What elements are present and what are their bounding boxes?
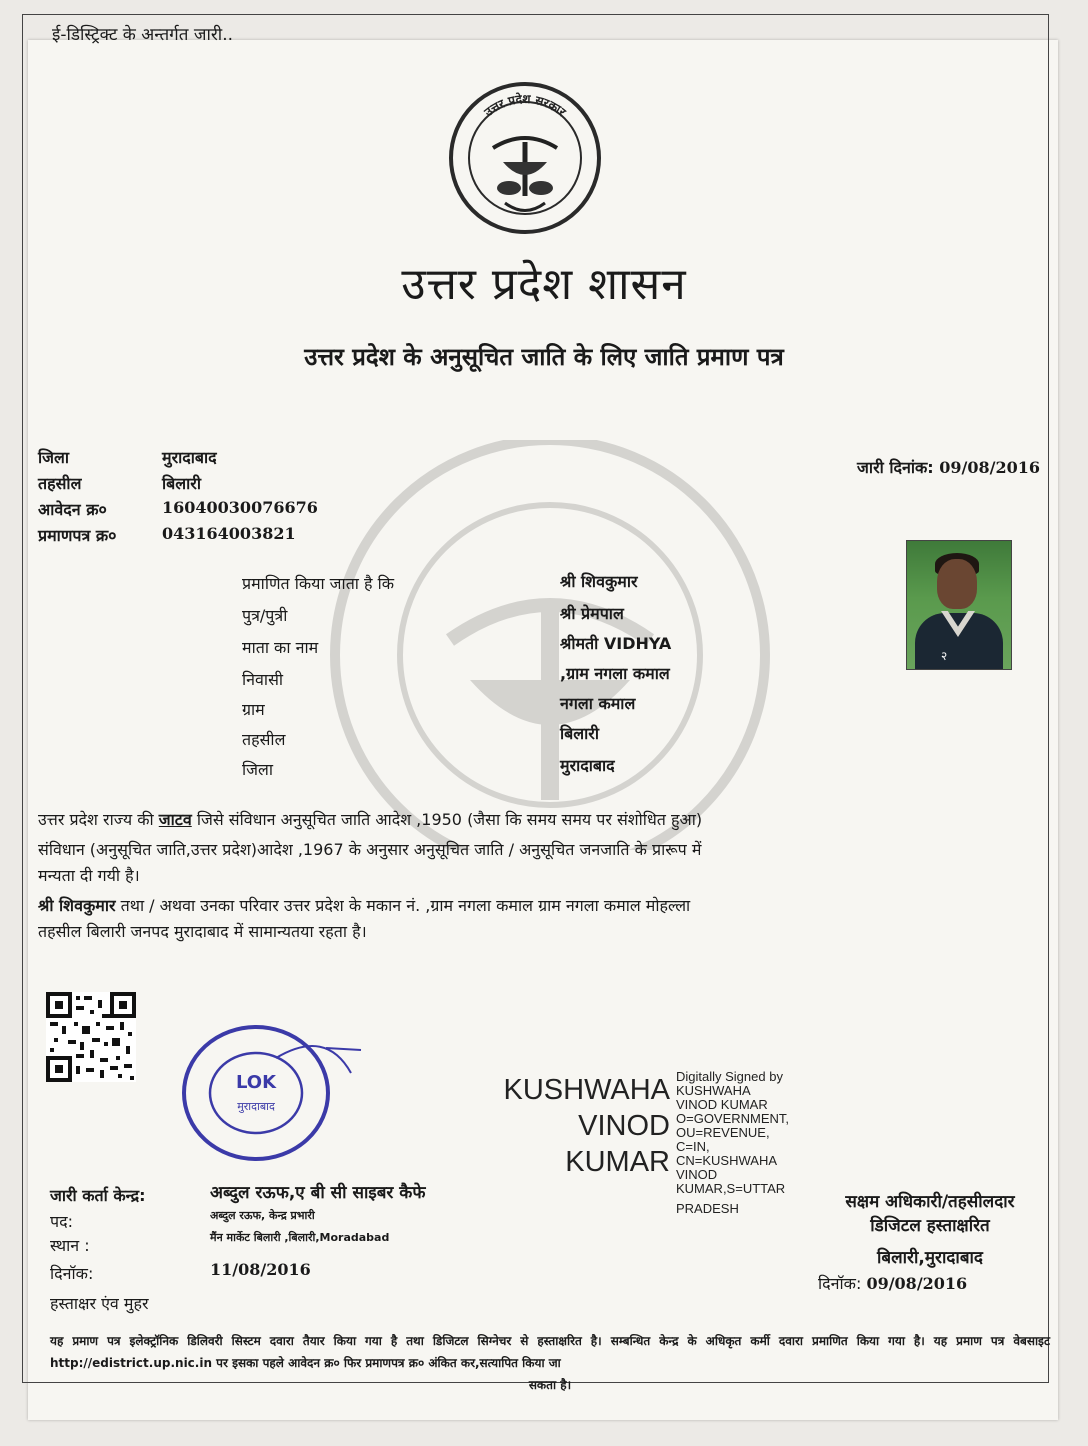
officer-signed: डिजिटल हस्ताक्षरित	[870, 1216, 990, 1236]
officer-date	[818, 1272, 967, 1294]
detail-label: तहसील	[242, 730, 286, 749]
detail-value: श्रीमती VIDHYA	[560, 634, 672, 653]
issue-date-label: जारी दिनांक:	[857, 458, 934, 477]
certificate-body	[38, 808, 1048, 944]
issuer-place-value: मैंन मार्केट बिलारी ,बिलारी,Moradabad	[210, 1231, 390, 1244]
issuer-post-label: पद:	[50, 1212, 73, 1231]
footer-note: यह प्रमाण पत्र इलेक्ट्रॉनिक डिलिवरी सिस्टम दवारा तैयार किया गया है तथा डिजिटल सिग्नेचर से हस्ताक्षरित है। सम्बन्धित केन्द्र के अधिकृत कर्मी दवारा प्रमाणित किया गया है। यह प्रमाण पत्र वेबसाइट http://edistrict.up.nic.in पर इसका पहले आवेदन क्र० फिर प्रमाणपत्र क्र० अंकित कर,सत्यापित किया जा सकता है।	[50, 1334, 1050, 1392]
government-title: उत्तर प्रदेश शासन	[401, 259, 687, 310]
body-line: संविधान (अनुसूचित जाति,उत्तर प्रदेश)आदेश ,1967 के अनुसार अनुसूचित जाति / अनुसूचित जनजाति के प्रारूप में	[38, 840, 702, 859]
issue-date-value: 09/08/2016	[939, 458, 1040, 477]
body-line: श्री शिवकुमार तथा / अथवा उनका परिवार उत्तर प्रदेश के मकान नं. ,ग्राम नगला कमाल ग्राम नगला कमाल मोहल्ला	[38, 896, 691, 915]
body-line: मन्यता दी गयी है।	[38, 866, 140, 885]
issuer-sign-label: हस्ताक्षर एंव मुहर	[50, 1294, 149, 1313]
application-no-value: 16040030076676	[162, 498, 318, 517]
applicant-name: श्री शिवकुमार	[38, 896, 116, 915]
detail-label: पुत्र/पुत्री	[242, 606, 288, 625]
officer-date-value: 09/08/2016	[866, 1274, 968, 1293]
certificate-no-value: 043164003821	[162, 524, 296, 543]
application-no-label: आवेदन क्र०	[38, 500, 107, 519]
qr-code	[46, 992, 136, 1082]
photo-mark: २	[941, 649, 948, 663]
issuer-center-label: जारी कर्ता केन्द्र:	[50, 1186, 146, 1205]
district-label: जिला	[38, 448, 70, 467]
detail-label: जिला	[242, 760, 274, 779]
tehsil-label: तहसील	[38, 474, 82, 493]
issuer-date-value: 11/08/2016	[210, 1260, 311, 1279]
detail-label: निवासी	[242, 670, 284, 689]
detail-label: प्रमाणित किया जाता है कि	[242, 574, 395, 593]
emblem-text: उत्तर प्रदेश सरकार	[481, 91, 569, 120]
detail-label: माता का नाम	[242, 638, 319, 657]
detail-value: मुरादाबाद	[560, 756, 615, 775]
issue-date	[857, 456, 1040, 478]
district-value: मुरादाबाद	[162, 448, 217, 467]
stamp-text: LOK	[235, 1072, 277, 1093]
issuer-place-label: स्थान :	[50, 1236, 90, 1255]
issuer-center-value: अब्दुल रऊफ,ए बी सी साइबर कैफे	[210, 1183, 426, 1203]
stamp-subtext: मुरादाबाद	[237, 1100, 275, 1113]
officer-date-label: दिनॉक:	[818, 1274, 862, 1293]
detail-value: ,ग्राम नगला कमाल	[560, 664, 670, 683]
tehsil-value: बिलारी	[162, 474, 201, 493]
officer-title: सक्षम अधिकारी/तहसीलदार	[845, 1192, 1015, 1212]
issuer-post-value: अब्दुल रऊफ, केन्द्र प्रभारी	[210, 1209, 315, 1222]
emblem-watermark	[300, 440, 800, 850]
detail-label: ग्राम	[242, 700, 265, 719]
caste-name: जाटव	[158, 810, 192, 829]
officer-block	[800, 1190, 1060, 1270]
issuer-date-label: दिनॉक:	[50, 1264, 94, 1283]
up-government-emblem	[445, 78, 605, 238]
svg-text:उत्तर प्रदेश सरकार	[481, 92, 570, 120]
seal-stamp	[176, 1018, 366, 1168]
certificate-title: उत्तर प्रदेश के अनुसूचित जाति के लिए जाति प्रमाण पत्र	[304, 343, 784, 371]
detail-value: बिलारी	[560, 724, 599, 743]
digital-signature-name: KUSHWAHA VINOD KUMAR	[503, 1074, 670, 1178]
detail-value: नगला कमाल	[560, 694, 636, 713]
detail-value: श्री प्रेमपाल	[560, 604, 624, 623]
detail-value: श्री शिवकुमार	[560, 572, 638, 591]
body-line: उत्तर प्रदेश राज्य की जाटव जिसे संविधान अनुसूचित जाति आदेश ,1950 (जैसा कि समय समय पर संशोधित हुआ)	[38, 810, 703, 829]
issued-under-note: ई-डिस्ट्रिक्ट के अन्तर्गत जारी..	[52, 25, 234, 45]
body-line: तहसील बिलारी जनपद मुरादाबाद में सामान्यतया रहता है।	[38, 922, 367, 941]
applicant-photo	[906, 540, 1012, 670]
officer-place: बिलारी,मुरादाबाद	[877, 1248, 983, 1268]
digital-signature-details: Digitally Signed by KUSHWAHA VINOD KUMAR O=GOVERNMENT, OU=REVENUE, C=IN, CN=KUSHWAHA VINOD KUMAR,S=UTTAR PRADESH	[676, 1069, 790, 1216]
certificate-no-label: प्रमाणपत्र क्र०	[38, 526, 117, 545]
